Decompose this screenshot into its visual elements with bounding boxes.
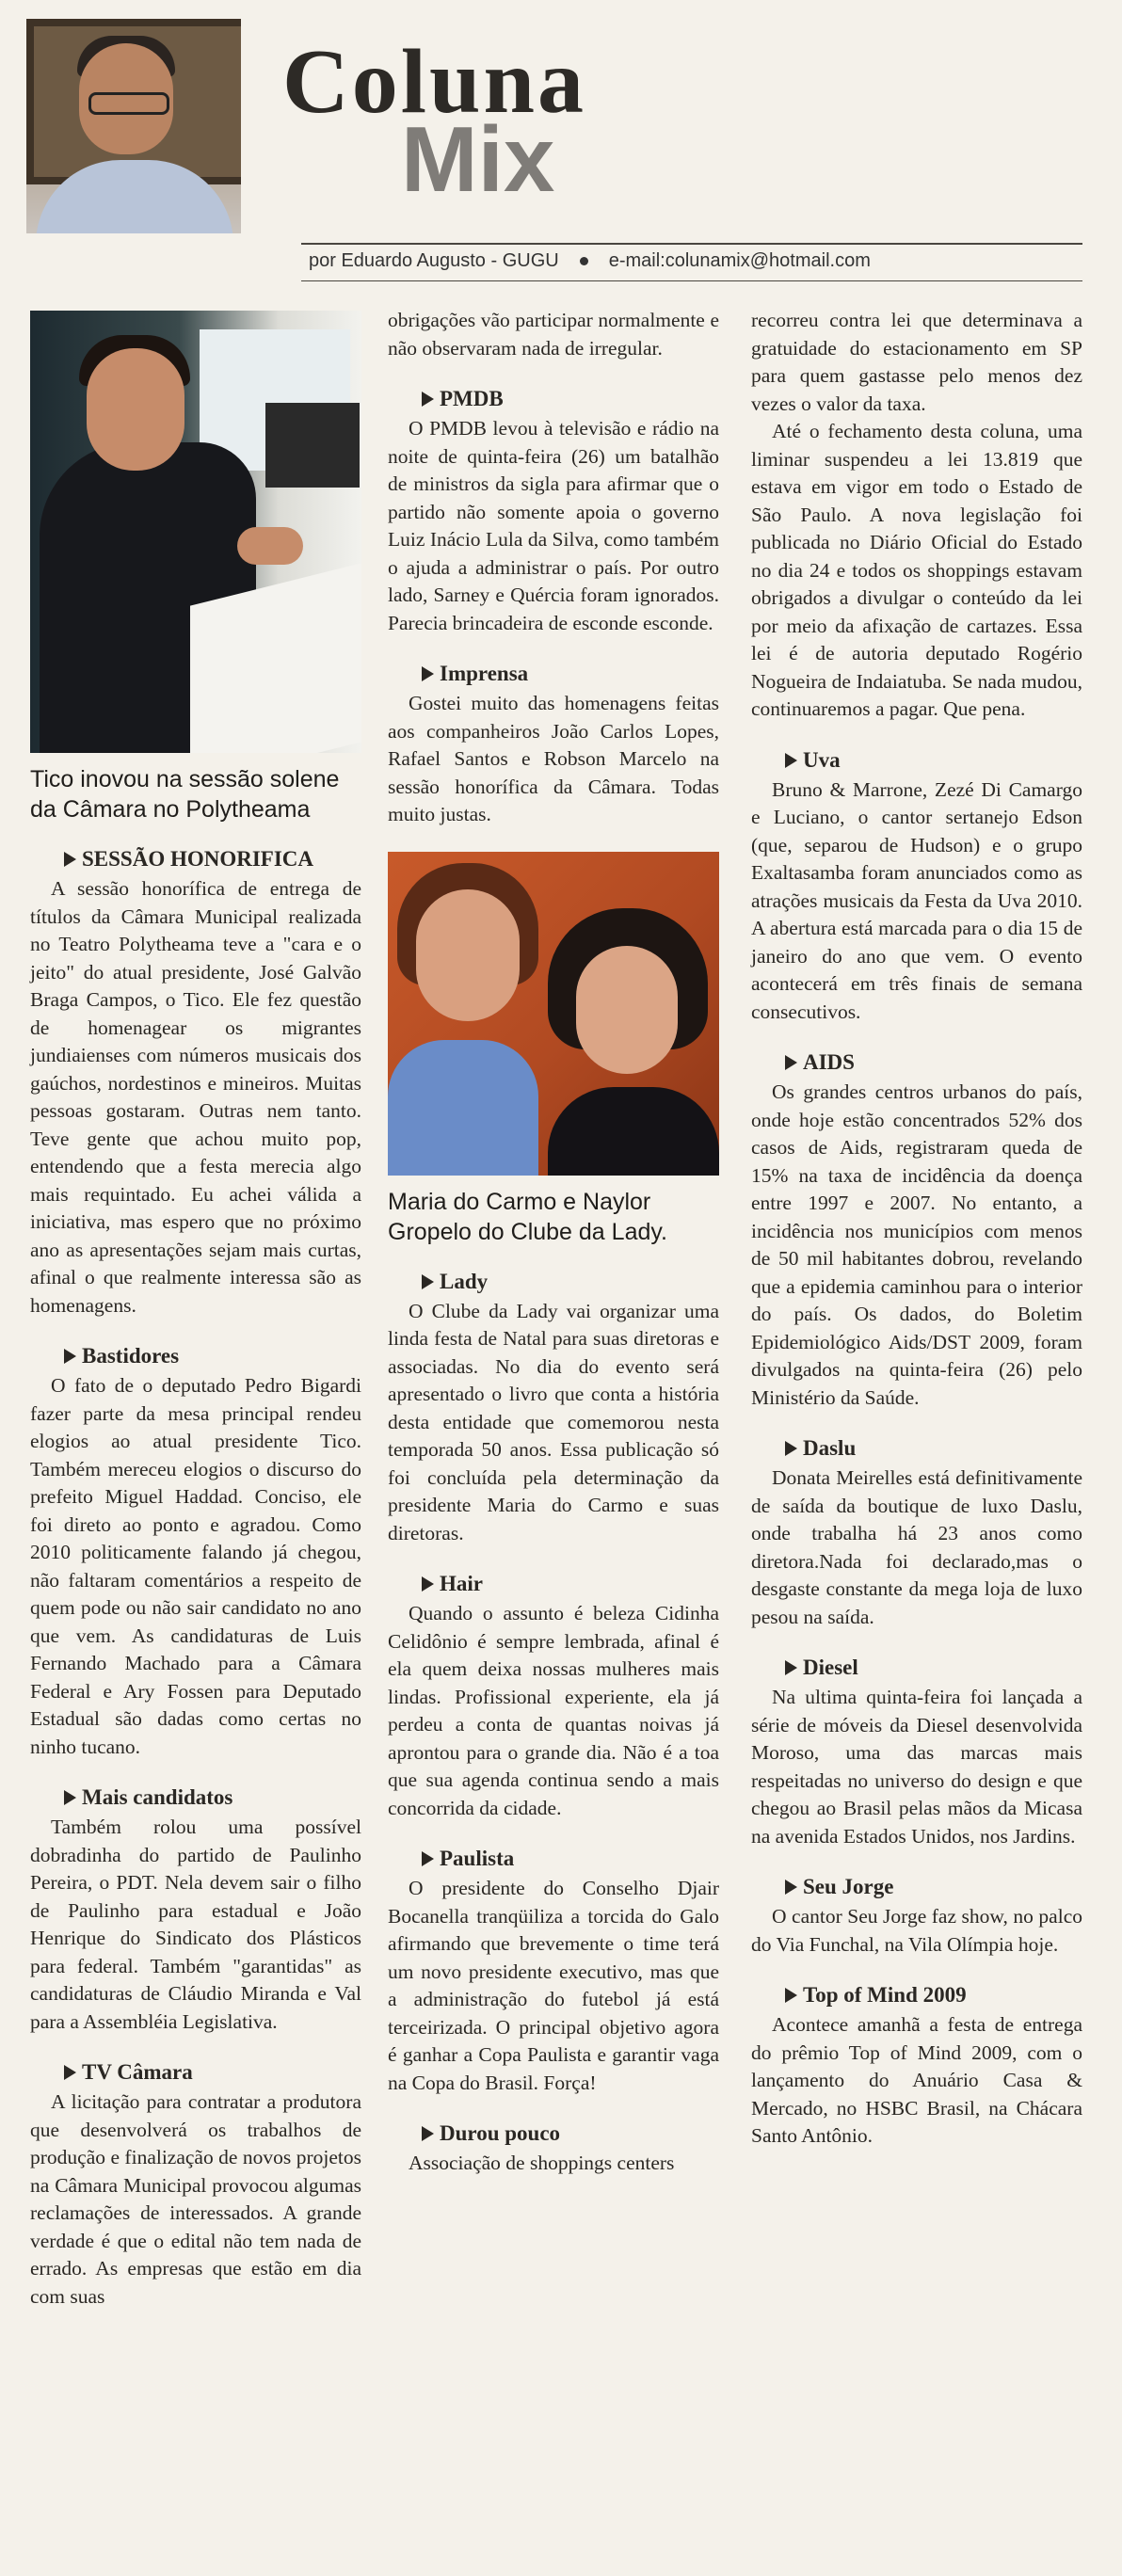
- column-1: [30, 311, 361, 2333]
- section-title: Hair: [388, 1570, 719, 1598]
- byline: [309, 250, 871, 272]
- photo-tico: [30, 311, 361, 753]
- column-2: [388, 307, 719, 2200]
- column-3: [751, 307, 1082, 2173]
- section-title: Diesel: [751, 1654, 1082, 1682]
- section-title: PMDB: [388, 385, 719, 413]
- section-text: Gostei muito das homenagens feitas aos companheiros João Carlos Lopes, Rafael Santos e Robson Marcelo na sessão honorífica da Câmara. Todas muito justas.: [388, 692, 719, 825]
- arrow-icon: [64, 1349, 76, 1364]
- arrow-icon: [422, 1851, 434, 1866]
- columnist-photo: [26, 19, 241, 233]
- photo-maria-naylor: [388, 852, 719, 1176]
- column-subtitle: Mix: [401, 107, 555, 211]
- section-text: A licitação para contratar a produtora que desenvolverá os trabalhos de produção e finalização de novos projetos na Câmara Municipal provocou algumas reclamações de interessados. A grande verdade é que o edital não tem nada de errado. As empresas que estão em dia com suas: [30, 2090, 361, 2308]
- section-title: Imprensa: [388, 660, 719, 688]
- section-daslu: [751, 1434, 1082, 1631]
- section-durou-pouco-cont: [751, 307, 1082, 724]
- arrow-icon: [422, 1274, 434, 1289]
- arrow-icon: [785, 753, 797, 768]
- section-title: AIDS: [751, 1048, 1082, 1077]
- section-title: Uva: [751, 746, 1082, 775]
- section-text: Também rolou uma possível dobradinha do partido de Paulinho Pereira, o PDT. Nela devem sair o filho de Paulinho para estadual e João Henrique do Sindicato dos Plásticos para federal. Também "garantidas" as candidaturas de Cláudio Miranda e Val para a Assembléia Legislativa.: [30, 1816, 361, 2033]
- section-tv-camara: [30, 2058, 361, 2311]
- section-tv-camara-cont: [388, 307, 719, 362]
- header-rule: [301, 243, 1082, 245]
- section-text: Acontece amanhã a festa de entrega do prêmio Top of Mind 2009, com o lançamento do Anuário Casa & Mercado, no HSBC Brasil, na Chácara Santo Antônio.: [751, 2013, 1082, 2147]
- section-sessao: [30, 845, 361, 1320]
- section-title: Mais candidatos: [30, 1784, 361, 1812]
- section-top-of-mind: [751, 1981, 1082, 2151]
- section-text: Até o fechamento desta coluna, uma liminar suspendeu a lei 13.819 que estava em vigor em todo o Estado de São Paulo. A nova legislação foi publicada no Diário Oficial do Estado no dia 24 e todos os shoppings estavam obrigados a divulgar o conteúdo da lei por meio da afixação de cartazes. Essa lei é de autoria deputado Rogério Nogueira de Indaiatuba. Se nada mudou, continuaremos a pagar. Que pena.: [751, 420, 1082, 720]
- column-title: Coluna: [282, 31, 587, 133]
- byline-email: e-mail:colunamix@hotmail.com: [608, 250, 871, 271]
- section-title: Top of Mind 2009: [751, 1981, 1082, 2009]
- section-text: O cantor Seu Jorge faz show, no palco do Via Funchal, na Vila Olímpia hoje.: [751, 1905, 1082, 1956]
- section-aids: [751, 1048, 1082, 1412]
- section-text: O presidente do Conselho Djair Bocanella tranqüiliza a torcida do Galo afirmando que brevemente o time terá um novo presidente executivo, mas que a administração do futebol já está terceirizada. O principal objetivo agora é ganhar a Copa Paulista e garantir vaga na Copa do Brasil. Força!: [388, 1877, 719, 2094]
- byline-author: por Eduardo Augusto - GUGU: [309, 250, 559, 271]
- section-title: TV Câmara: [30, 2058, 361, 2087]
- photo-caption-maria: Maria do Carmo e Naylor Gropelo do Clube da Lady.: [388, 1188, 667, 1245]
- section-mais-candidatos: [30, 1784, 361, 2036]
- section-text: obrigações vão participar normalmente e não observaram nada de irregular.: [388, 309, 719, 360]
- byline-rule: [301, 280, 1082, 281]
- arrow-icon: [64, 852, 76, 867]
- arrow-icon: [785, 1660, 797, 1675]
- section-diesel: [751, 1654, 1082, 1850]
- section-text: Quando o assunto é beleza Cidinha Celidônio é sempre lembrada, afinal é ela quem deixa nossas mulheres mais lindas. Profissional experiente, ela já perdeu a conta de quantas noivas já aprontou para o grande dia. Não é a toa que sua agenda continua sendo a mais concorrida da cidade.: [388, 1602, 719, 1819]
- arrow-icon: [422, 2126, 434, 2141]
- section-text: Na ultima quinta-feira foi lançada a série de móveis da Diesel desenvolvida Moroso, uma das marcas mais respeitadas no universo do design e que chegou ao Brasil pelas mãos da Micasa na avenida Estados Unidos, nos Jardins.: [751, 1686, 1082, 1848]
- section-uva: [751, 746, 1082, 1027]
- bullet-icon: [580, 257, 588, 265]
- arrow-icon: [785, 1441, 797, 1456]
- arrow-icon: [64, 1790, 76, 1805]
- section-text: O PMDB levou à televisão e rádio na noite de quinta-feira (26) um batalhão de ministros da sigla para afirmar que o partido não somente apoia o governo Luiz Inácio Lula da Silva, como também o ajuda a administrar o país. Por outro lado, Sarney e Quércia foram ignorados. Parecia brincadeira de esconde esconde.: [388, 417, 719, 634]
- photo-caption-tico: Tico inovou na sessão solene da Câmara no Polytheama: [30, 766, 340, 823]
- column-header: [0, 0, 1122, 245]
- section-title: Seu Jorge: [751, 1873, 1082, 1901]
- section-seu-jorge: [751, 1873, 1082, 1959]
- section-text: recorreu contra lei que determinava a gratuidade do estacionamento em SP para quem gastasse pelo menos dez vezes o valor da taxa.: [751, 309, 1082, 415]
- section-text: O Clube da Lady vai organizar uma linda festa de Natal para suas diretoras e associadas. No dia do evento será apresentado o livro que conta a história desta entidade que comemorou nesta temporada 50 anos. Essa publicação só foi concluída pela determinação da presidente Maria do Carmo e suas diretoras.: [388, 1299, 719, 1544]
- section-title: Durou pouco: [388, 2120, 719, 2148]
- section-title: Paulista: [388, 1845, 719, 1873]
- arrow-icon: [422, 392, 434, 407]
- section-hair: [388, 1570, 719, 1822]
- section-text: O fato de o deputado Pedro Bigardi fazer parte da mesa principal rendeu elogios ao atual presidente Tico. Também mereceu elogios o discurso do prefeito Miguel Haddad. Conciso, ele foi direto ao ponto e agradou. Como 2010 politicamente falando já chegou, não faltaram comentários a respeito de quem pode ou não sair candidato no ano que vem. As candidaturas de Luis Fernando Machado para a Câmara Federal e Ary Fossen para Deputado Estadual são dadas como certas no ninho tucano.: [30, 1374, 361, 1758]
- section-paulista: [388, 1845, 719, 2097]
- section-text: A sessão honorífica de entrega de títulos da Câmara Municipal realizada no Teatro Polytheama teve a "cara e o jeito" do atual presidente, José Galvão Braga Campos, o Tico. Ele fez questão de homenagear os migrantes jundiaienses com números musicais dos gaúchos, nordestinos e mineiros. Muitas pessoas gostaram. Outras nem tanto. Teve gente que achou muito pop, entendendo que a festa merecia algo mais requintado. Eu achei válida a iniciativa, mas espero que no próximo ano as apresentações sejam mais curtas, afinal o que realmente interessa são as homenagens.: [30, 877, 361, 1317]
- arrow-icon: [785, 1055, 797, 1070]
- section-text: Bruno & Marrone, Zezé Di Camargo e Luciano, o cantor sertanejo Edson (que, separou de Hudson) e o grupo Exaltasamba foram anunciados como as atrações musicais da Festa da Uva 2010. A abertura está marcada para o dia 15 de janeiro do ano que vem. O evento acontecerá em três finais de semana consecutivos.: [751, 777, 1082, 1023]
- section-text: Os grandes centros urbanos do país, onde hoje estão concentrados 52% dos casos de Aids, registraram queda de 15% na taxa de incidência da doença entre 1997 e 2007. No entanto, a incidência nos municípios com menos de 50 mil habitantes dobrou, revelando que a epidemia caminhou para o interior do país. Os dados, do Boletim Epidemiológico Aids/DST 2009, foram divulgados na quinta-feira (26) pelo Ministério da Saúde.: [751, 1080, 1082, 1409]
- section-durou-pouco: [388, 2120, 719, 2178]
- arrow-icon: [64, 2065, 76, 2080]
- section-text: Associação de shoppings centers: [409, 2152, 675, 2174]
- arrow-icon: [785, 1988, 797, 2003]
- section-title: Daslu: [751, 1434, 1082, 1463]
- section-title: SESSÃO HONORIFICA: [30, 845, 361, 873]
- arrow-icon: [422, 666, 434, 681]
- section-title: Bastidores: [30, 1342, 361, 1370]
- section-text: Donata Meirelles está definitivamente de saída da boutique de luxo Daslu, onde trabalha há 23 anos como diretora.Nada foi declarado,mas o desgaste constante da mega loja de luxo pesou na saída.: [751, 1466, 1082, 1628]
- section-imprensa: [388, 660, 719, 829]
- arrow-icon: [785, 1880, 797, 1895]
- section-pmdb: [388, 385, 719, 637]
- section-lady: [388, 1268, 719, 1548]
- section-title: Lady: [388, 1268, 719, 1296]
- section-bastidores: [30, 1342, 361, 1761]
- arrow-icon: [422, 1576, 434, 1592]
